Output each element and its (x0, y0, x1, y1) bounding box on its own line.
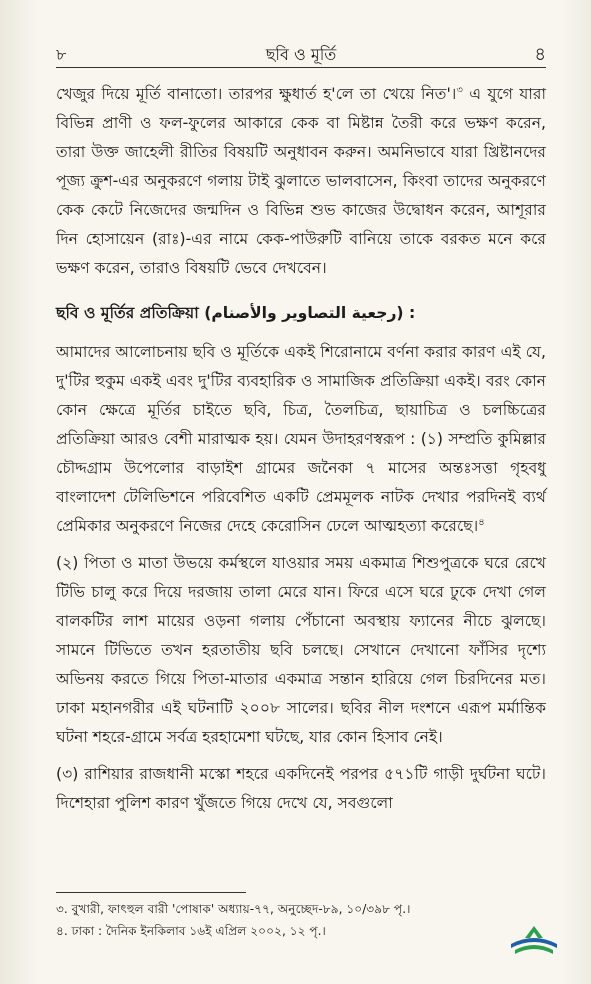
footnote-ref-3: ৩ (456, 84, 463, 96)
paragraph-4: (৩) রাশিয়ার রাজধানী মস্কো শহরে একদিনেই পরপর ৫৭১টি গাড়ী দুর্ঘটনা ঘটে। দিশেহারা পুলিশ কারণ খুঁজতে গিয়ে দেখে যে, সবগুলো (56, 765, 546, 812)
paragraph-2 (56, 338, 546, 541)
right-page-number: ৪ (534, 44, 546, 65)
book-logo-icon (505, 918, 563, 962)
section-heading-colon: : (403, 304, 416, 322)
paragraph-3: (২) পিতা ও মাতা উভয়ে কর্মস্থলে যাওয়ার সময় একমাত্র শিশুপুত্রকে ঘরে রেখে টিভি চালু করে দিয়ে দরজায় তালা মেরে যান। ফিরে এসে ঘরে ঢুকে দেখা গেল বালকটির লাশ মায়ের ওড়না গলায় পেঁচানো অবস্থায় ফ্যানের নীচে ঝুলছে। সামনে টিভিতে তখন হরতাতীয় ছবি চলছে। সেখানে দেখানো ফাঁসির দৃশ্যে অভিনয় করতে গিয়ে পিতা-মাতার একমাত্র সন্তান হারিয়ে গেল চিরদিনের মত। ঢাকা মহানগরীর এই ঘটনাটি ২০০৮ সালের। ছবির নীল দংশনে এরূপ মর্মান্তিক ঘটনা শহরে-গ্রামে সর্বত্র হরহামেশা ঘটছে, যার কোন হিসাব নেই। (56, 554, 546, 746)
paragraph-1 (56, 80, 546, 283)
footnote-rule (56, 892, 246, 893)
page-header (56, 42, 546, 66)
paragraph-1-continued: এ যুগে যারা বিভিন্ন প্রাণী ও ফল-ফুলের আকারে কেক বা মিষ্টান্ন তৈরী করে ভক্ষণ করেন, তারা উক্ত জাহেলী রীতির বিষয়টি অনুধাবন করুন। অমনিভাবে যারা খ্রিষ্টানদের পূজ্য ক্রুশ-এর অনুকরণে গলায় টাই ঝুলাতে ভালবাসেন, কিংবা তাদের অনুকরণে কেক কেটে নিজেদের জন্মদিন ও বিভিন্ন শুভ কাজের উদ্বোধন করেন, আশূরার দিন হোসায়েন (রাঃ)-এর নামে কেক-পাউরুটি বানিয়ে তাকে বরকত মনে করে ভক্ষণ করেন, তারাও বিষয়টি ভেবে দেখবেন। (56, 85, 546, 277)
section-heading-arabic: (رجعية التصاوير والأصنام) (204, 304, 404, 322)
footnote-3: ৩. বুখারী, ফাৎহুল বারী 'পোষাক' অধ্যায়-৭৭, অনুচ্ছেদ-৮৯, ১০/৩৯৮ পৃ.। (56, 902, 411, 916)
footnotes (56, 898, 546, 942)
paragraph-1-text: খেজুর দিয়ে মূর্তি বানাতো। তারপর ক্ষুধার্ত হ'লে তা খেয়ে নিত'। (56, 85, 457, 103)
section-heading-bengali: ছবি ও মূর্তির প্রতিক্রিয়া (56, 304, 199, 322)
footnote-4: ৪. ঢাকা : দৈনিক ইনকিলাব ১৬ই এপ্রিল ২০০২, ১২ পৃ.। (56, 924, 326, 938)
left-page-number: ৮ (56, 45, 67, 64)
running-title: ছবি ও মূর্তি (265, 45, 337, 64)
footnote-ref-4: ৪ (478, 516, 485, 528)
header-rule (56, 67, 546, 68)
section-heading (56, 299, 546, 328)
paragraph-2-text: আমাদের আলোচনায় ছবি ও মূর্তিকে একই শিরোনামে বর্ণনা করার কারণ এই যে, দু'টির হুকুম একই এবং দু'টির ব্যবহারিক ও সামাজিক প্রতিক্রিয়া একই। বরং কোন কোন ক্ষেত্রে মূর্তির চাইতে ছবি, চিত্র, তৈলচিত্র, ছায়াচিত্র ও চলচ্চিত্রের প্রতিক্রিয়া আরও বেশী মারাত্মক হয়। যেমন উদাহরণস্বরূপ : (১) সম্প্রতি কুমিল্লার চৌদ্দগ্রাম উপেলোর বাড়াইশ গ্রামের জনৈকা ৭ মাসের অন্তঃসত্তা গৃহবধু বাংলাদেশ টেলিভিশনে পরিবেশিত একটি প্রেমমূলক নাটক দেখার পরদিনই ব্যর্থ প্রেমিকার অনুকরণে নিজের দেহে কেরোসিন ঢেলে আত্মহত্যা করেছে। (56, 343, 546, 535)
main-text (56, 80, 546, 818)
